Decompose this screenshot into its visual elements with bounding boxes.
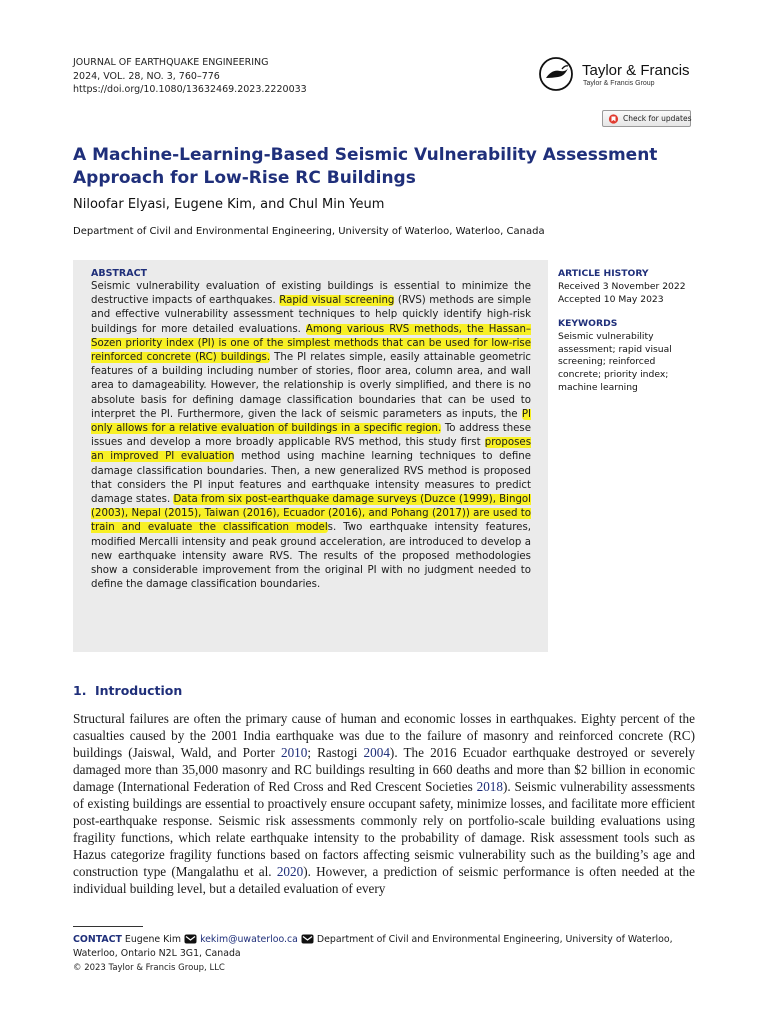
- address-icon: [301, 934, 314, 944]
- body-text-run: ). However, a prediction of seismic performance is often needed at the individual building level, but a detailed evaluation of every: [73, 864, 695, 896]
- abstract-text: [91, 280, 531, 592]
- journal-header: [73, 56, 307, 97]
- article-history: [558, 268, 708, 306]
- contact-footnote: [73, 933, 698, 960]
- abstract-segment: To address these issues and develop a more broadly applicable RVS method, this study first: [91, 423, 531, 449]
- abstract-segment: The PI relates simple, easily attainable geometric features of a building including number of stories, floor area, column area, and wall area to damageability. However, the relationship is overly simplified, and there is no absolute basis for defining damage classification boundaries that can be used to interpret the PI. Furthermore, given the lack of seismic parameters as inputs, the: [91, 352, 531, 420]
- contact-label: CONTACT: [73, 934, 122, 945]
- lamp-icon: [538, 56, 576, 92]
- abstract-highlight: Among various RVS methods, the Hassan–Sozen priority index (PI) is one of the simplest methods that can be used for low-rise reinforced concrete (RC) buildings.: [91, 323, 532, 364]
- journal-doi[interactable]: https://doi.org/10.1080/13632469.2023.2220033: [73, 84, 307, 95]
- accepted-date: Accepted 10 May 2023: [558, 293, 664, 305]
- article-title: A Machine-Learning-Based Seismic Vulnerability Assessment Approach for Low-Rise RC Buildings: [73, 145, 658, 188]
- abstract-highlight: Rapid visual screening: [279, 295, 395, 307]
- abstract-highlight: proposes an improved PI evaluation: [91, 437, 531, 463]
- citation-link[interactable]: 2018: [476, 779, 503, 794]
- contact-address: Department of Civil and Environmental Engineering, University of Waterloo, Waterloo, Ontario N2L 3G1, Canada: [73, 934, 673, 959]
- affiliation: Department of Civil and Environmental Engineering, University of Waterloo, Waterloo, Canada: [73, 226, 545, 237]
- email-link[interactable]: kekim@uwaterloo.ca: [200, 934, 298, 945]
- publisher-group: Taylor & Francis Group: [583, 80, 655, 87]
- email-icon: [184, 934, 197, 944]
- abstract-segment: s. Two earthquake intensity features, modified Mercalli intensity and peak ground acceleration, are introduced to develop a new earthquake intensity aware RVS. The results of the proposed methodologies show a considerable improvement from the original PI with no judgment needed to define the damage classification boundaries.: [91, 522, 531, 591]
- keywords: [558, 318, 693, 395]
- body-text-run: ; Rastogi: [307, 745, 364, 760]
- received-date: Received 3 November 2022: [558, 280, 686, 292]
- check-for-updates-button[interactable]: [602, 110, 691, 127]
- abstract-segment: Seismic vulnerability evaluation of existing buildings is essential to minimize the destructive impacts of earthquakes.: [91, 281, 531, 307]
- abstract-segment: method using machine learning techniques to define damage classification boundaries. Then, a new generalized RVS method is proposed that considers the PI input features and earthquake intensity measures to predict damage states.: [91, 451, 531, 506]
- abstract-box: [73, 260, 548, 652]
- keywords-list: Seismic vulnerability assessment; rapid visual screening; reinforced concrete; priority index; machine learning: [558, 330, 672, 393]
- body-text-run: Structural failures are often the primary cause of human and economic losses in earthquakes. Eighty percent of the casualties caused by the 2001 India earthquake was due to the failure of masonry and reinforced concrete (RC) buildings (Jaiswal, Wald, and Porter: [73, 711, 695, 760]
- abstract-segment: (RVS) methods are simple and effective vulnerability assessment techniques to help quickly identify high-risk buildings for more detailed evaluations.: [91, 295, 531, 335]
- author-list: Niloofar Elyasi, Eugene Kim, and Chul Min Yeum: [73, 197, 385, 212]
- keywords-heading: KEYWORDS: [558, 318, 618, 329]
- copyright: © 2023 Taylor & Francis Group, LLC: [73, 963, 225, 973]
- section-number: 1.: [73, 683, 87, 698]
- publisher-logo[interactable]: [538, 56, 698, 92]
- publisher-name: Taylor & Francis: [582, 62, 690, 79]
- abstract-heading: ABSTRACT: [91, 268, 148, 279]
- footnote-rule: [73, 926, 143, 927]
- journal-volume: 2024, VOL. 28, NO. 3, 760–776: [73, 70, 220, 82]
- body-text-run: ). The 2016 Ecuador earthquake destroyed or severely damaged more than 35,000 masonry and RC buildings resulting in 660 deaths and more than $2 billion in economic damage (International Federation of Red Cross and Red Crescent Societies: [73, 745, 695, 794]
- section-heading: [73, 683, 182, 698]
- section-title: Introduction: [95, 683, 183, 698]
- body-text-run: ). Seismic vulnerability assessments of existing buildings are essential to proactively ensure occupant safety, minimize losses, and facilitate more efficient post-earthquake response. Seismic risk assessments commonly rely on portfolio-scale building evaluations using fragility functions, which relate earthquake intensity to the probability of damage. Risk assessment tools such as Hazus categorize fragility functions based on factors affecting seismic vulnerability such as the building’s age and construction type (Mangalathu et al.: [73, 779, 695, 879]
- citation-link[interactable]: 2010: [280, 745, 308, 760]
- article-history-heading: ARTICLE HISTORY: [558, 268, 649, 279]
- bookmark-icon: [608, 114, 619, 124]
- introduction-paragraph: [73, 710, 695, 918]
- journal-name: JOURNAL OF EARTHQUAKE ENGINEERING: [73, 57, 269, 68]
- check-for-updates-label: Check for updates: [623, 114, 692, 123]
- citation-link[interactable]: 2004: [363, 745, 390, 760]
- abstract-highlight: Data from six post-earthquake damage surveys (Duzce (1999), Bingol (2003), Nepal (2015), Taiwan (2016), Ecuador (2016), and Pohang (2017)) are used to train and evaluate the classification model: [91, 494, 531, 534]
- contact-name: Eugene Kim: [124, 934, 182, 945]
- abstract-highlight: PI only allows for a relative evaluation of buildings in a specific region.: [91, 408, 531, 435]
- citation-link[interactable]: 2020: [276, 864, 304, 879]
